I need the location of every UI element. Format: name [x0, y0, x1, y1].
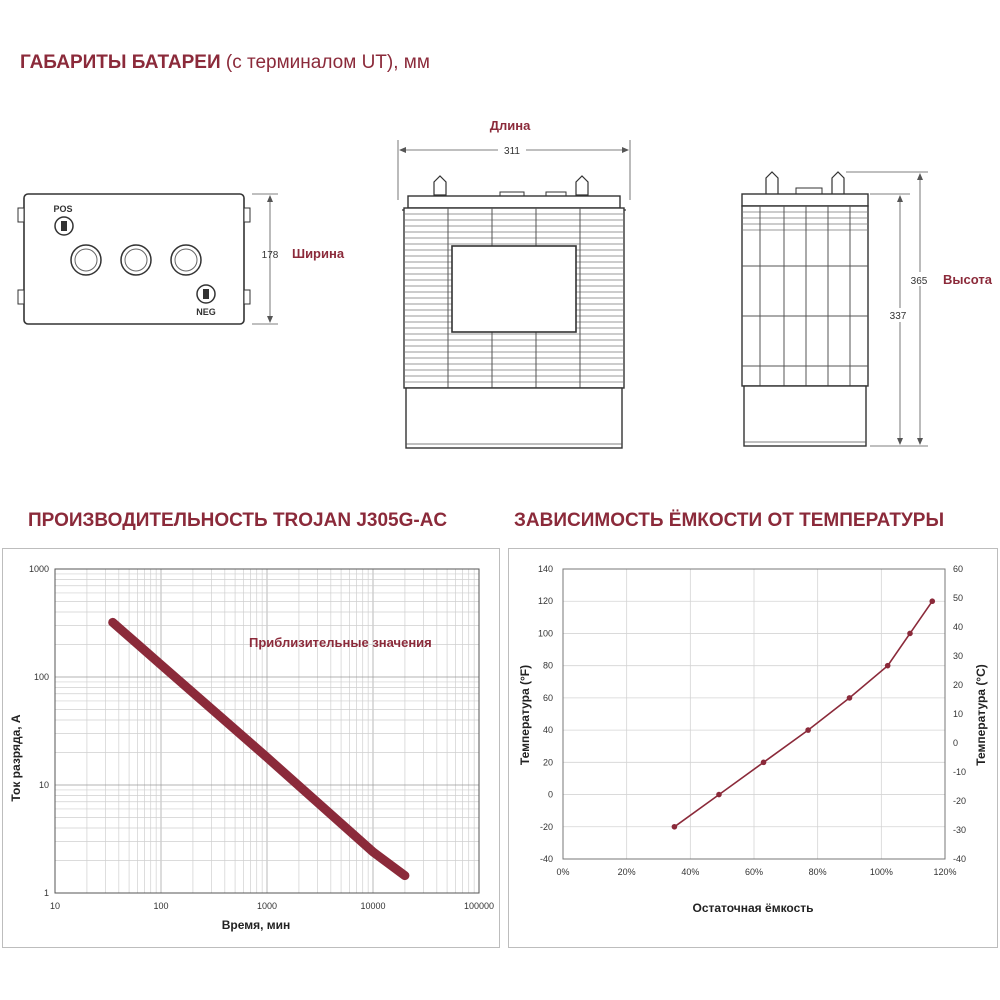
- length-value: 311: [504, 146, 520, 157]
- y-left-tick-label: 40: [542, 725, 553, 736]
- x-tick-label: 10: [49, 901, 61, 911]
- y-left-tick-label: 60: [542, 692, 553, 703]
- temperature-chart-svg: [509, 549, 997, 947]
- temperature-ylabel-left: Температура (°F): [518, 664, 532, 766]
- data-point: [885, 663, 891, 669]
- y-right-tick-label: -10: [953, 767, 967, 777]
- page-title-rest: (с терминалом UT), мм: [225, 52, 430, 73]
- front-view: [398, 118, 630, 448]
- height-body-value: 337: [889, 311, 907, 322]
- x-tick-label: 10000: [360, 901, 386, 911]
- length-label: Длина: [489, 118, 531, 133]
- y-left-tick-label: 120: [537, 596, 553, 607]
- discharge-curve: [113, 622, 405, 875]
- y-right-tick-label: 10: [953, 709, 964, 719]
- y-left-tick-label: -20: [539, 821, 553, 832]
- x-tick-label: 0%: [556, 867, 570, 877]
- x-tick-label: 100: [153, 901, 169, 911]
- x-tick-label: 100%: [869, 867, 893, 877]
- y-left-tick-label: 20: [542, 757, 553, 768]
- temperature-title: ЗАВИСИМОСТЬ ЁМКОСТИ ОТ ТЕМПЕРАТУРЫ: [514, 510, 945, 531]
- x-tick-label: 100000: [463, 901, 495, 911]
- data-point: [672, 824, 678, 830]
- neg-label: NEG: [196, 307, 216, 317]
- y-left-tick-label: 140: [537, 564, 553, 574]
- y-tick-label: 10: [38, 780, 49, 790]
- page-title-bold: ГАБАРИТЫ БАТАРЕИ: [20, 52, 221, 73]
- y-right-tick-label: 30: [953, 651, 964, 661]
- x-tick-label: 40%: [681, 867, 700, 877]
- data-point: [716, 792, 722, 798]
- y-left-tick-label: -40: [539, 854, 553, 864]
- data-point: [847, 695, 853, 701]
- y-right-tick-label: 0: [953, 738, 959, 748]
- width-value: 178: [261, 250, 279, 261]
- height-total-value: 365: [910, 276, 928, 287]
- y-right-tick-label: 50: [953, 593, 964, 603]
- data-point: [929, 598, 935, 604]
- capacity-curve: [674, 601, 932, 827]
- temperature-ylabel-right: Температура (°C): [974, 664, 988, 766]
- y-left-tick-label: 80: [542, 660, 553, 671]
- label-panel: [452, 246, 576, 332]
- performance-ylabel: Ток разряда, А: [9, 714, 23, 802]
- performance-xlabel: Время, мин: [221, 918, 291, 932]
- x-tick-label: 1000: [256, 901, 278, 911]
- side-view: [742, 172, 993, 446]
- width-label: Ширина: [292, 246, 345, 261]
- x-tick-label: 60%: [744, 867, 764, 877]
- y-right-tick-label: -20: [953, 796, 967, 806]
- y-tick-label: 100: [33, 672, 49, 682]
- y-left-tick-label: 100: [537, 628, 553, 639]
- performance-title: ПРОИЗВОДИТЕЛЬНОСТЬ TROJAN J305G-AC: [28, 510, 448, 531]
- y-tick-label: 1: [43, 888, 49, 898]
- height-label: Высота: [943, 272, 992, 287]
- y-right-tick-label: -30: [953, 825, 967, 835]
- x-tick-label: 20%: [617, 867, 636, 877]
- data-point: [907, 631, 913, 637]
- top-view: [18, 194, 345, 324]
- y-left-tick-label: 0: [547, 789, 553, 800]
- temperature-chart: [508, 548, 998, 948]
- performance-chart-svg: [3, 549, 499, 947]
- y-right-tick-label: 60: [953, 564, 964, 574]
- approx-annotation: Приблизительные значения: [249, 635, 432, 650]
- x-tick-label: 120%: [933, 867, 957, 877]
- y-right-tick-label: 20: [953, 680, 964, 690]
- x-tick-label: 80%: [808, 867, 827, 877]
- page-title: [20, 52, 430, 74]
- y-right-tick-label: -40: [953, 854, 967, 864]
- pos-label: POS: [53, 204, 73, 214]
- y-tick-label: 1000: [28, 564, 49, 574]
- performance-chart: [2, 548, 500, 948]
- dimension-drawings: [0, 100, 1000, 470]
- data-point: [805, 727, 811, 733]
- temperature-xlabel: Остаточная ёмкость: [692, 901, 814, 915]
- y-right-tick-label: 40: [953, 622, 964, 632]
- data-point: [761, 760, 767, 766]
